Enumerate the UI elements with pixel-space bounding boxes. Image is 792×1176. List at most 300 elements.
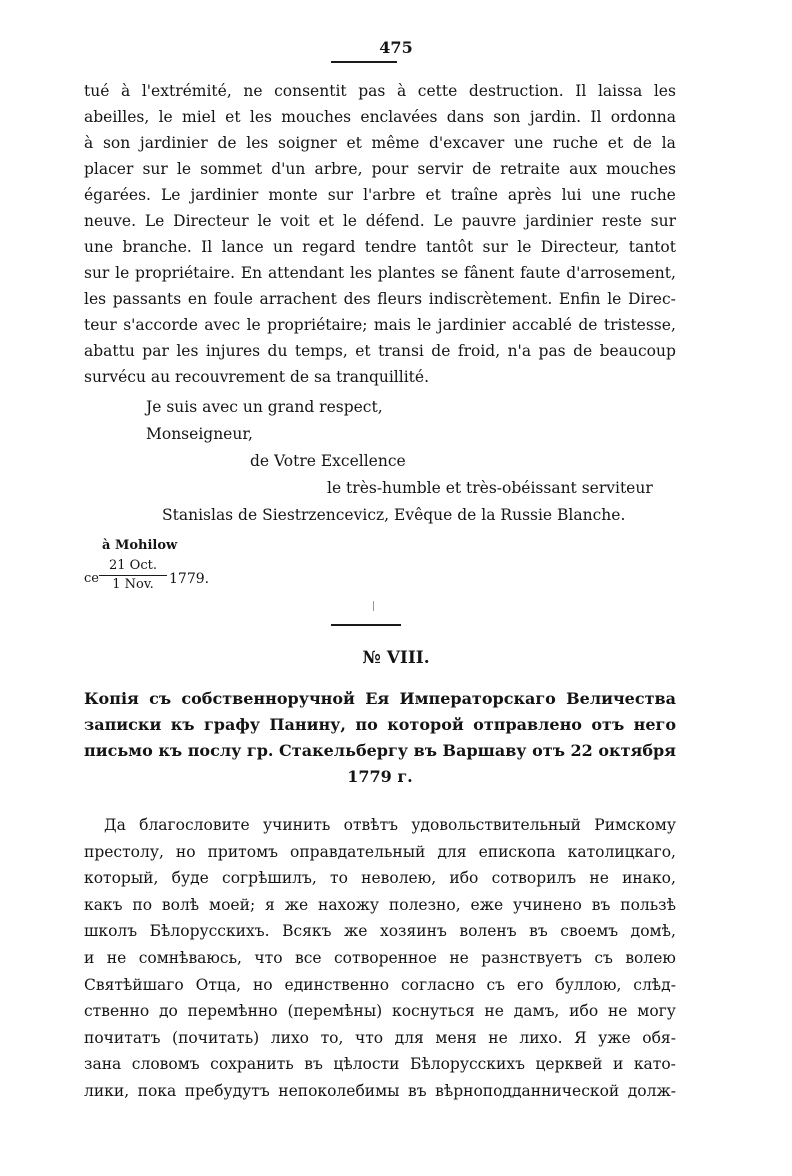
word: (почитать) (172, 1028, 260, 1047)
word: сохранить (210, 1055, 294, 1074)
word: laissa (597, 82, 643, 100)
word: même (371, 134, 420, 152)
date-fraction-bar (99, 575, 167, 576)
word: инако, (622, 869, 676, 888)
word: les (176, 342, 199, 360)
word: Святѣйшаго (84, 975, 184, 994)
word: Я (574, 1028, 587, 1047)
word: dans (446, 108, 484, 126)
word: égarées. (84, 186, 151, 204)
word: indiscrètement. (428, 290, 553, 308)
word: по (355, 715, 378, 734)
date-denominator: 1 Nov. (112, 577, 154, 592)
word: consentit (274, 82, 347, 100)
word: sur (142, 160, 168, 178)
russian-line (84, 918, 676, 945)
french-letter-body (84, 78, 676, 390)
word: accablé (512, 316, 572, 334)
russian-line (84, 812, 676, 839)
word: полезно, (388, 895, 461, 914)
french-line (84, 338, 676, 364)
word: jardinier (525, 212, 593, 230)
word: удовольствительный (411, 816, 581, 834)
word: Римскому (594, 816, 676, 834)
word: et (225, 108, 241, 126)
word: сомнѣваюсь, (138, 948, 242, 967)
word: не (607, 1002, 628, 1021)
word: то (330, 869, 348, 888)
word: Le (433, 212, 453, 230)
word: единственно (284, 975, 390, 994)
word: fânent (463, 264, 515, 282)
word: pas (538, 342, 566, 360)
word: отъ (591, 715, 625, 734)
word: tristesse, (603, 316, 676, 334)
french-line (84, 260, 676, 286)
word: et (355, 342, 371, 360)
word: сотворенное (333, 948, 437, 967)
word: не (488, 1028, 508, 1047)
word: меня (435, 1028, 477, 1047)
french-line (84, 182, 676, 208)
word: de (472, 160, 492, 178)
word: jardinier (437, 316, 506, 334)
word: destruction. (468, 82, 564, 100)
word: Direc- (627, 290, 676, 308)
word: католицкаго, (567, 842, 676, 861)
word: aux (569, 160, 598, 178)
word: pour (371, 160, 409, 178)
word: et (425, 186, 441, 204)
word: d'un (271, 160, 306, 178)
word: fleurs (377, 290, 423, 308)
word: sur (482, 238, 508, 256)
word: Le (144, 212, 165, 230)
word: voit (280, 212, 310, 230)
word: записки (84, 715, 162, 734)
section-number: № VIII. (362, 648, 430, 668)
word: retraite (500, 160, 561, 178)
word: faute (520, 264, 561, 282)
word: du (267, 342, 288, 360)
word: епископа (478, 842, 556, 861)
word: пока (137, 1081, 177, 1100)
word: согрѣшилъ, (222, 869, 317, 888)
word: ственно (84, 1002, 150, 1021)
word: le (517, 238, 532, 256)
word: уже (598, 1028, 631, 1047)
french-line (84, 286, 676, 312)
word: своемъ (560, 922, 619, 941)
word: à (120, 82, 131, 100)
word: le (342, 212, 357, 230)
word: abattu (84, 342, 135, 360)
word: Панину, (269, 715, 346, 734)
word: непоколебимы (278, 1081, 400, 1100)
word: pas (358, 82, 386, 100)
word: не (449, 948, 469, 967)
word: сотворилъ (491, 869, 577, 888)
word: en (187, 290, 208, 308)
word: Варшаву (442, 741, 527, 760)
word: зана (84, 1055, 122, 1074)
word: лихо. (519, 1028, 563, 1047)
word: буде (171, 869, 209, 888)
word: обя- (642, 1028, 676, 1047)
word: froid, (457, 342, 501, 360)
word: mouches (606, 160, 676, 178)
word: sommet (200, 160, 263, 178)
word: et (346, 134, 362, 152)
title-line (84, 738, 676, 764)
word: въ (529, 922, 548, 941)
word: съ (594, 948, 613, 967)
russian-body (84, 812, 676, 1105)
word: ne (243, 82, 263, 100)
word: не (484, 1002, 504, 1021)
word: Le (160, 186, 181, 204)
word: l'arbre (363, 186, 416, 204)
place-line: à Mohilow (102, 538, 178, 553)
word: passants (112, 290, 182, 308)
word: reste (601, 212, 642, 230)
word: teur (84, 316, 117, 334)
closing-excellence: de Votre Excellence (250, 452, 406, 470)
page-number-rule (331, 61, 397, 63)
title-line: 1779 г. (347, 767, 413, 786)
word: отправлено (473, 715, 582, 734)
word: le (158, 108, 173, 126)
word: des (343, 290, 371, 308)
word: une (84, 238, 114, 256)
russian-line (84, 972, 676, 999)
word: въ (413, 741, 437, 760)
french-line: survécu au recouvrement de sa tranquillité. (84, 368, 430, 386)
word: arbre, (314, 160, 363, 178)
russian-line (84, 1078, 676, 1105)
word: tué (84, 82, 110, 100)
word: Да (104, 816, 126, 834)
word: волею (625, 948, 676, 967)
word: En (240, 264, 263, 282)
word: s'accorde (123, 316, 198, 334)
word: les (246, 134, 269, 152)
word: домѣ, (630, 922, 676, 941)
word: пребудутъ (184, 1081, 270, 1100)
word: transi (378, 342, 424, 360)
word: de (217, 134, 237, 152)
word: въ (304, 1055, 323, 1074)
word: foule (213, 290, 253, 308)
section-title (84, 686, 676, 790)
word: tendre (364, 238, 417, 256)
word: son (493, 108, 521, 126)
word: и (84, 948, 95, 967)
closing-servant: le très-humble et très-obéissant serviteur (327, 479, 653, 497)
closing-salutation: Monseigneur, (146, 425, 253, 443)
word: Всякъ (282, 922, 332, 941)
word: un (272, 238, 293, 256)
word: отвѣтъ (343, 816, 399, 834)
word: Il (201, 238, 213, 256)
word: une (591, 186, 621, 204)
french-line (84, 104, 676, 130)
word: d'arrosement, (566, 264, 676, 282)
word: Directeur, (540, 238, 620, 256)
word: по (132, 895, 153, 914)
word: et (318, 212, 334, 230)
word: Enfin (558, 290, 601, 308)
signature: Stanislas de Siestrzencevicz, Evêque de la Russie Blanche. (162, 506, 626, 524)
word: une (514, 134, 544, 152)
word: sur (84, 264, 110, 282)
word: долж- (627, 1081, 676, 1100)
word: что (254, 948, 283, 967)
word: съ (486, 975, 506, 994)
word: который, (84, 869, 159, 888)
word: attendant (267, 264, 345, 282)
word: и (612, 1055, 624, 1074)
word: miel (182, 108, 216, 126)
word: учинить (262, 816, 331, 834)
word: Ея (365, 689, 390, 708)
word: lui (561, 186, 582, 204)
word: съ (149, 689, 172, 708)
word: placer (84, 160, 134, 178)
word: въ (591, 895, 611, 914)
word: à (396, 82, 407, 100)
word: не (589, 869, 609, 888)
russian-line (84, 839, 676, 866)
french-line (84, 312, 676, 338)
word: еже (470, 895, 504, 914)
word: почитатъ (84, 1028, 161, 1047)
word: avec (204, 316, 241, 334)
word: les (349, 264, 373, 282)
date-year: 1779. (169, 571, 210, 587)
stray-mark (373, 601, 374, 611)
word: tantôt (425, 238, 474, 256)
word: de (578, 316, 598, 334)
word: Копія (84, 689, 139, 708)
word: буллою, (555, 975, 622, 994)
word: Бѣлорусскихъ. (149, 922, 270, 941)
word: la (661, 134, 676, 152)
date-fraction (99, 558, 167, 593)
word: sur (327, 186, 354, 204)
word: et (607, 134, 624, 152)
word: le (115, 264, 130, 282)
word: его (516, 975, 544, 994)
word: въ (408, 1081, 427, 1100)
word: beaucoup (599, 342, 676, 360)
word: Величества (566, 689, 676, 708)
word: de (573, 342, 593, 360)
word: ruche (552, 134, 599, 152)
word: l'extrémité, (141, 82, 232, 100)
word: лики, (84, 1081, 130, 1100)
word: lance (221, 238, 264, 256)
word: но (252, 975, 273, 994)
word: de (632, 134, 652, 152)
title-line (84, 686, 676, 712)
word: n'a (507, 342, 532, 360)
word: письмо (84, 741, 153, 760)
word: jardinier (139, 134, 208, 152)
word: учинено (513, 895, 582, 914)
french-line (84, 130, 676, 156)
word: какъ (84, 895, 123, 914)
word: le (417, 316, 432, 334)
word: цѣлости (333, 1055, 400, 1074)
word: къ (170, 715, 195, 734)
word: ибо (449, 869, 479, 888)
word: волѣ (161, 895, 200, 914)
word: Il (590, 108, 602, 126)
page-number: 475 (379, 38, 413, 57)
word: regard (302, 238, 356, 256)
word: то, (320, 1028, 344, 1047)
word: притомъ (207, 842, 279, 861)
word: ruche (630, 186, 676, 204)
word: Directeur (173, 212, 249, 230)
word: branche. (122, 238, 192, 256)
word: son (102, 134, 131, 152)
word: которой (387, 715, 464, 734)
word: Отца, (195, 975, 242, 994)
word: церквей (535, 1055, 603, 1074)
word: перемѣнно (187, 1002, 278, 1021)
russian-line (84, 945, 676, 972)
word: Il (575, 82, 587, 100)
word: cette (417, 82, 458, 100)
word: défend. (365, 212, 425, 230)
word: могу (637, 1002, 676, 1021)
french-line (84, 208, 676, 234)
word: de (431, 342, 451, 360)
word: jardinier (190, 186, 259, 204)
word: à (84, 134, 94, 152)
word: къ (158, 741, 183, 760)
word: него (633, 715, 676, 734)
word: благословите (139, 816, 250, 834)
word: отъ (532, 741, 565, 760)
date-numerator: 21 Oct. (109, 558, 157, 573)
word: le (607, 290, 622, 308)
word: les (84, 290, 107, 308)
word: для (394, 1028, 424, 1047)
word: словомъ (131, 1055, 200, 1074)
word: d'excaver (428, 134, 505, 152)
word: графу (203, 715, 260, 734)
word: же (284, 895, 309, 914)
word: для (437, 842, 467, 861)
word: arrachent (259, 290, 337, 308)
word: ordonna (610, 108, 676, 126)
title-line (84, 712, 676, 738)
section-divider (331, 624, 401, 626)
russian-line (84, 1025, 676, 1052)
word: après (507, 186, 552, 204)
word: до (158, 1002, 178, 1021)
word: servir (417, 160, 463, 178)
word: неволею, (361, 869, 437, 888)
word: моей; (209, 895, 256, 914)
word: (перемѣны) (287, 1002, 383, 1021)
word: les (653, 82, 676, 100)
word: se (441, 264, 459, 282)
word: лихо (270, 1028, 310, 1047)
word: что (354, 1028, 384, 1047)
french-line (84, 78, 676, 104)
russian-line (84, 1051, 676, 1078)
word: вѣрноподданнической (435, 1081, 620, 1100)
date-prefix: ce (84, 571, 99, 586)
word: престолу, (84, 842, 164, 861)
word: школъ (84, 922, 138, 941)
word: injures (205, 342, 261, 360)
word: le (176, 160, 192, 178)
word: sur (650, 212, 676, 230)
word: pauvre (461, 212, 517, 230)
word: гр. (246, 741, 274, 760)
word: октября (598, 741, 676, 760)
word: не (106, 948, 127, 967)
word: нахожу (318, 895, 380, 914)
word: le (257, 212, 272, 230)
word: все (294, 948, 322, 967)
word: les (249, 108, 272, 126)
word: soigner (278, 134, 337, 152)
word: jardin. (529, 108, 582, 126)
word: оправдательный (290, 842, 426, 861)
word: traîne (450, 186, 498, 204)
russian-line (84, 892, 676, 919)
word: слѣд- (633, 975, 676, 994)
russian-line (84, 998, 676, 1025)
word: le (246, 316, 261, 334)
word: же (344, 922, 368, 941)
word: plantes (377, 264, 436, 282)
closing-respect: Je suis avec un grand respect, (146, 398, 383, 416)
russian-line (84, 865, 676, 892)
word: дамъ, (513, 1002, 560, 1021)
word: neuve. (84, 212, 136, 230)
word: tantot (628, 238, 676, 256)
word: като- (633, 1055, 676, 1074)
word: enclavées (360, 108, 438, 126)
word: собственноручной (181, 689, 355, 708)
word: temps, (294, 342, 348, 360)
word: послу (187, 741, 242, 760)
word: Стакельбергу (279, 741, 409, 760)
word: propriétaire; (267, 316, 368, 334)
word: хозяинъ (379, 922, 447, 941)
word: propriétaire. (135, 264, 236, 282)
word: разнствуетъ (481, 948, 582, 967)
word: abeilles, (84, 108, 150, 126)
word: но (175, 842, 196, 861)
french-line (84, 156, 676, 182)
word: mais (373, 316, 411, 334)
word: я (265, 895, 275, 914)
word: ибо (569, 1002, 599, 1021)
word: Императорскаго (399, 689, 556, 708)
word: Бѣлорусскихъ (409, 1055, 525, 1074)
word: mouches (281, 108, 352, 126)
word: par (142, 342, 169, 360)
word: 22 (570, 741, 593, 760)
